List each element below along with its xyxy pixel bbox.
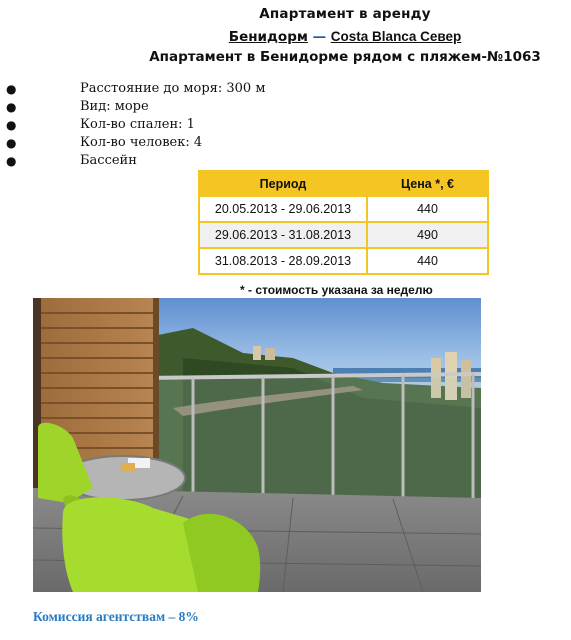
breadcrumb-separator: — bbox=[312, 29, 327, 45]
apartment-balcony-photo[interactable] bbox=[33, 298, 481, 592]
bullet-icon: ● bbox=[6, 154, 17, 168]
page-title: Апартамент в аренду bbox=[259, 6, 431, 22]
period-cell: 31.08.2013 - 28.09.2013 bbox=[200, 249, 366, 273]
city-link[interactable]: Бенидорм bbox=[228, 29, 308, 45]
price-table bbox=[198, 170, 489, 275]
bullet-icon: ● bbox=[6, 100, 17, 114]
column-header-price: Цена *, € bbox=[368, 172, 487, 195]
table-row bbox=[200, 197, 487, 221]
bullet-icon: ● bbox=[6, 82, 17, 96]
table-row bbox=[200, 223, 487, 247]
bullet-icon: ● bbox=[6, 136, 17, 150]
period-cell: 20.05.2013 - 29.06.2013 bbox=[200, 197, 366, 221]
table-row bbox=[200, 249, 487, 273]
price-note: * - стоимость указана за неделю bbox=[240, 283, 433, 297]
region-link[interactable]: Costa Blanca Север bbox=[330, 29, 462, 44]
breadcrumb bbox=[0, 29, 571, 45]
agency-commission: Комиссия агентствам – 8% bbox=[33, 609, 199, 624]
bullet-icon: ● bbox=[6, 118, 17, 132]
period-cell: 29.06.2013 - 31.08.2013 bbox=[200, 223, 366, 247]
listing-title: Апартамент в Бенидорме рядом с пляжем-№1063 bbox=[149, 49, 541, 65]
price-cell: 440 bbox=[368, 249, 487, 273]
column-header-period: Период bbox=[200, 172, 366, 195]
price-cell: 490 bbox=[368, 223, 487, 247]
price-cell: 440 bbox=[368, 197, 487, 221]
